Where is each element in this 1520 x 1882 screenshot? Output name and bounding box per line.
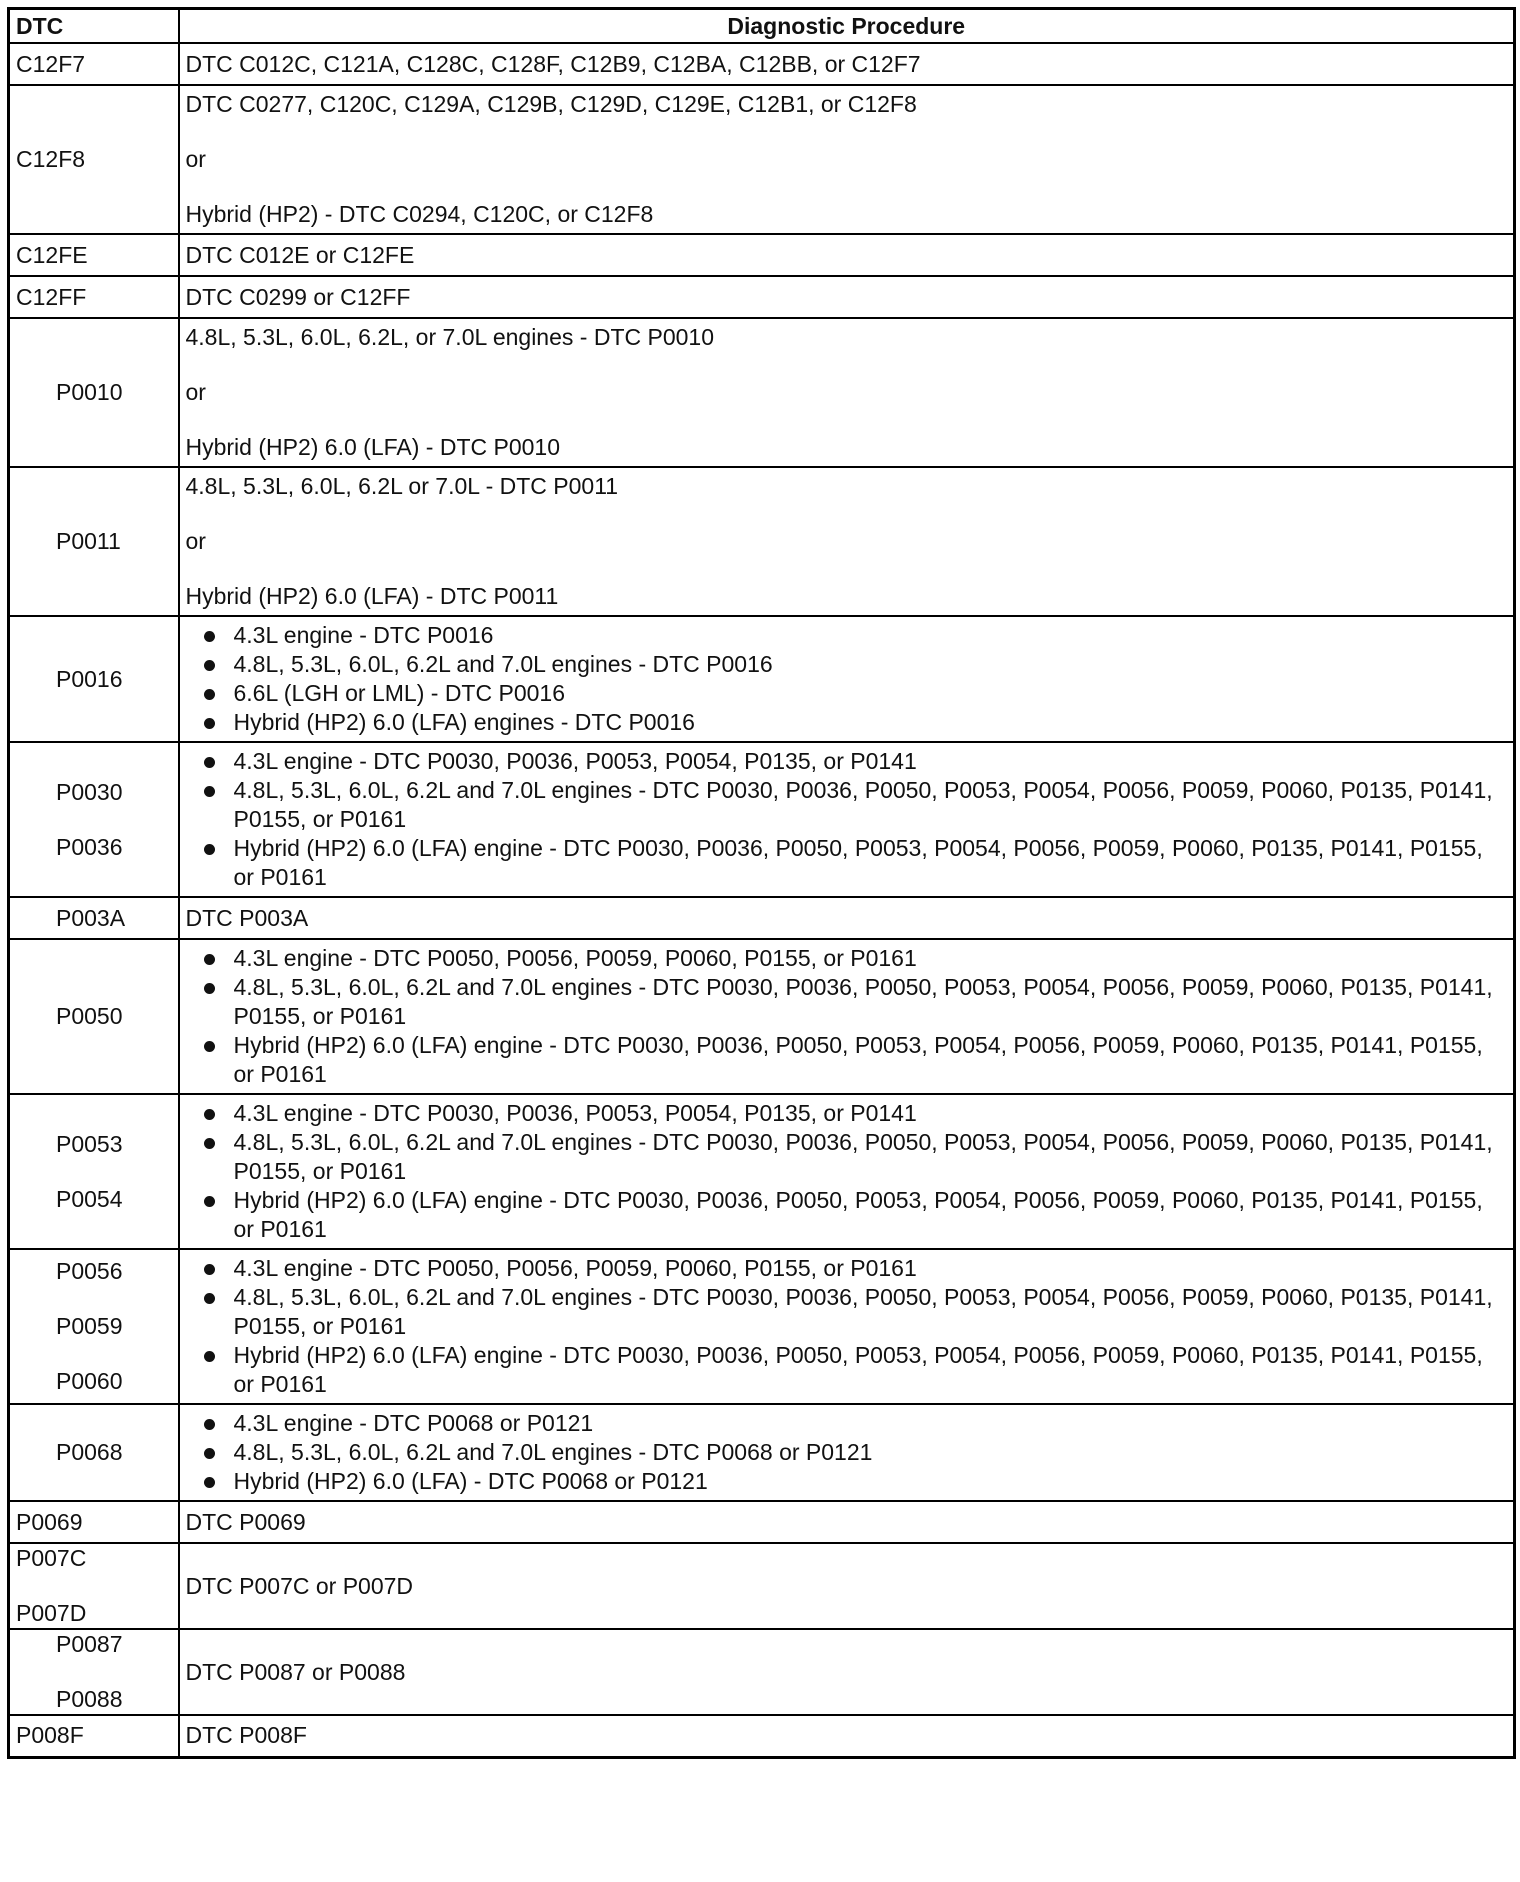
procedure-text: DTC P003A [185,904,309,931]
table-row [9,467,1515,616]
dtc-code-cell [9,234,179,276]
procedure-text: DTC P008F [185,1722,307,1749]
procedure-bullet-item: 4.3L engine - DTC P0030, P0036, P0053, P0054, P0135, or P0141 [186,747,1508,776]
paragraph-gap [186,352,1508,378]
dtc-code-cell [9,318,179,467]
procedure-bullet-item: 4.3L engine - DTC P0030, P0036, P0053, P0054, P0135, or P0141 [186,1099,1508,1128]
procedure-cell [179,742,1515,897]
table-body [9,43,1515,1757]
table-row [9,616,1515,742]
table-row [9,85,1515,234]
dtc-code: P008F [16,1722,84,1749]
procedure-bullet-item: 6.6L (LGH or LML) - DTC P0016 [186,679,1508,708]
procedure-bullet-item: Hybrid (HP2) 6.0 (LFA) engine - DTC P0030, P0036, P0050, P0053, P0054, P0056, P0059, P0060, P0135, P0141, P0155, or P0161 [186,1341,1508,1399]
dtc-code: C12F7 [16,50,86,77]
dtc-code: P0060 [56,1368,123,1394]
procedure-cell [179,85,1515,234]
paragraph-gap [186,174,1508,200]
dtc-code: P0036 [56,833,123,860]
dtc-code-cell [9,939,179,1094]
procedure-text: or [185,528,206,554]
code-gap [16,1573,172,1599]
dtc-code: P0010 [56,379,123,405]
dtc-code: P007D [16,1600,87,1626]
dtc-code-cell [9,1715,179,1757]
procedure-bullet-item: 4.8L, 5.3L, 6.0L, 6.2L and 7.0L engines - DTC P0030, P0036, P0050, P0053, P0054, P0056, P0059, P0060, P0135, P0141, P0155, or P0161 [186,1128,1508,1186]
paragraph-gap [186,556,1508,582]
procedure-cell [179,897,1515,939]
procedure-bullet-list [186,1409,1508,1496]
procedure-bullet-item: 4.3L engine - DTC P0016 [186,621,1508,650]
procedure-bullet-list [186,944,1508,1089]
dtc-code-cell [9,742,179,897]
procedure-cell [179,1715,1515,1757]
dtc-code: P0016 [56,665,123,692]
procedure-bullet-list [186,1254,1508,1399]
code-gap [56,807,172,833]
code-gap [56,1341,172,1367]
table-row [9,234,1515,276]
procedure-text: or [185,146,206,172]
dtc-code: C12F8 [16,146,86,172]
procedure-cell [179,1501,1515,1543]
paragraph-gap [186,119,1508,145]
table-row [9,276,1515,318]
procedure-bullet-item: 4.3L engine - DTC P0068 or P0121 [186,1409,1508,1438]
paragraph-gap [186,501,1508,527]
table-row [9,897,1515,939]
procedure-text: DTC C012C, C121A, C128C, C128F, C12B9, C12BA, C12BB, or C12F7 [185,50,921,77]
procedure-cell [179,1249,1515,1404]
dtc-code-cell [9,85,179,234]
dtc-code-cell [9,616,179,742]
table-row [9,1543,1515,1629]
table-row [9,742,1515,897]
procedure-bullet-item: Hybrid (HP2) 6.0 (LFA) - DTC P0068 or P0121 [186,1467,1508,1496]
procedure-bullet-item: Hybrid (HP2) 6.0 (LFA) engine - DTC P0030, P0036, P0050, P0053, P0054, P0056, P0059, P0060, P0135, P0141, P0155, or P0161 [186,834,1508,892]
procedure-cell [179,467,1515,616]
procedure-cell [179,318,1515,467]
dtc-code: P0054 [56,1185,123,1212]
procedure-cell [179,276,1515,318]
table-row [9,1715,1515,1757]
procedure-bullet-item: 4.8L, 5.3L, 6.0L, 6.2L and 7.0L engines - DTC P0030, P0036, P0050, P0053, P0054, P0056, P0059, P0060, P0135, P0141, P0155, or P0161 [186,1283,1508,1341]
header-procedure: Diagnostic Procedure [179,9,1515,44]
dtc-code: C12FE [16,241,88,268]
dtc-code-cell [9,1501,179,1543]
dtc-code: P0088 [56,1686,123,1712]
dtc-code: P0056 [56,1258,123,1284]
table-row [9,1094,1515,1249]
dtc-code: P0087 [56,1631,123,1657]
procedure-cell [179,1629,1515,1715]
dtc-code: P0068 [56,1439,123,1465]
dtc-code-cell [9,1629,179,1715]
dtc-code-cell [9,43,179,85]
procedure-cell [179,43,1515,85]
procedure-bullet-item: 4.3L engine - DTC P0050, P0056, P0059, P0060, P0155, or P0161 [186,944,1508,973]
dtc-table [7,7,1516,1759]
dtc-code: P0011 [56,528,121,554]
dtc-code: P007C [16,1545,87,1571]
procedure-text: 4.8L, 5.3L, 6.0L, 6.2L or 7.0L - DTC P0011 [185,473,619,499]
dtc-code: P0059 [56,1313,123,1339]
code-gap [56,1286,172,1312]
procedure-cell [179,1404,1515,1501]
procedure-text: DTC P0087 or P0088 [185,1658,406,1685]
header-row [9,9,1515,44]
procedure-bullet-item: 4.3L engine - DTC P0050, P0056, P0059, P0060, P0155, or P0161 [186,1254,1508,1283]
procedure-cell [179,1543,1515,1629]
procedure-cell [179,234,1515,276]
dtc-code-cell [9,276,179,318]
table-row [9,939,1515,1094]
dtc-code-cell [9,1543,179,1629]
procedure-text: Hybrid (HP2) - DTC C0294, C120C, or C12F8 [185,201,654,227]
procedure-bullet-item: 4.8L, 5.3L, 6.0L, 6.2L and 7.0L engines - DTC P0030, P0036, P0050, P0053, P0054, P0056, P0059, P0060, P0135, P0141, P0155, or P0161 [186,776,1508,834]
procedure-bullet-item: 4.8L, 5.3L, 6.0L, 6.2L and 7.0L engines - DTC P0016 [186,650,1508,679]
dtc-code: P0069 [16,1508,83,1535]
dtc-table-page [7,7,1513,1759]
procedure-cell [179,939,1515,1094]
paragraph-gap [186,407,1508,433]
procedure-bullet-list [186,621,1508,737]
code-gap [56,1159,172,1185]
procedure-text: Hybrid (HP2) 6.0 (LFA) - DTC P0010 [185,434,561,460]
table-row [9,43,1515,85]
header-dtc: DTC [9,9,179,44]
table-row [9,318,1515,467]
table-row [9,1501,1515,1543]
procedure-text: 4.8L, 5.3L, 6.0L, 6.2L, or 7.0L engines - DTC P0010 [185,324,714,350]
dtc-code-cell [9,1249,179,1404]
table-row [9,1629,1515,1715]
dtc-code: P0030 [56,778,123,805]
procedure-bullet-list [186,747,1508,892]
procedure-text: DTC C0277, C120C, C129A, C129B, C129D, C129E, C12B1, or C12F8 [185,91,917,117]
procedure-bullet-item: 4.8L, 5.3L, 6.0L, 6.2L and 7.0L engines - DTC P0068 or P0121 [186,1438,1508,1467]
dtc-code: P0053 [56,1130,123,1157]
procedure-text: DTC C0299 or C12FF [185,283,411,310]
procedure-text: Hybrid (HP2) 6.0 (LFA) - DTC P0011 [185,583,559,609]
procedure-text: DTC C012E or C12FE [185,241,415,268]
table-row [9,1249,1515,1404]
procedure-bullet-item: Hybrid (HP2) 6.0 (LFA) engines - DTC P0016 [186,708,1508,737]
procedure-bullet-list [186,1099,1508,1244]
procedure-bullet-item: Hybrid (HP2) 6.0 (LFA) engine - DTC P0030, P0036, P0050, P0053, P0054, P0056, P0059, P0060, P0135, P0141, P0155, or P0161 [186,1031,1508,1089]
code-gap [56,1659,172,1685]
dtc-code: C12FF [16,283,87,310]
procedure-cell [179,1094,1515,1249]
procedure-text: or [185,379,206,405]
procedure-text: DTC P0069 [185,1508,306,1535]
procedure-bullet-item: Hybrid (HP2) 6.0 (LFA) engine - DTC P0030, P0036, P0050, P0053, P0054, P0056, P0059, P0060, P0135, P0141, P0155, or P0161 [186,1186,1508,1244]
table-row [9,1404,1515,1501]
dtc-code-cell [9,1094,179,1249]
procedure-bullet-item: 4.8L, 5.3L, 6.0L, 6.2L and 7.0L engines - DTC P0030, P0036, P0050, P0053, P0054, P0056, P0059, P0060, P0135, P0141, P0155, or P0161 [186,973,1508,1031]
procedure-cell [179,616,1515,742]
dtc-code-cell [9,1404,179,1501]
dtc-code-cell [9,897,179,939]
dtc-code-cell [9,467,179,616]
dtc-code: P0050 [56,1003,123,1029]
dtc-code: P003A [56,904,126,931]
procedure-text: DTC P007C or P007D [185,1572,414,1599]
